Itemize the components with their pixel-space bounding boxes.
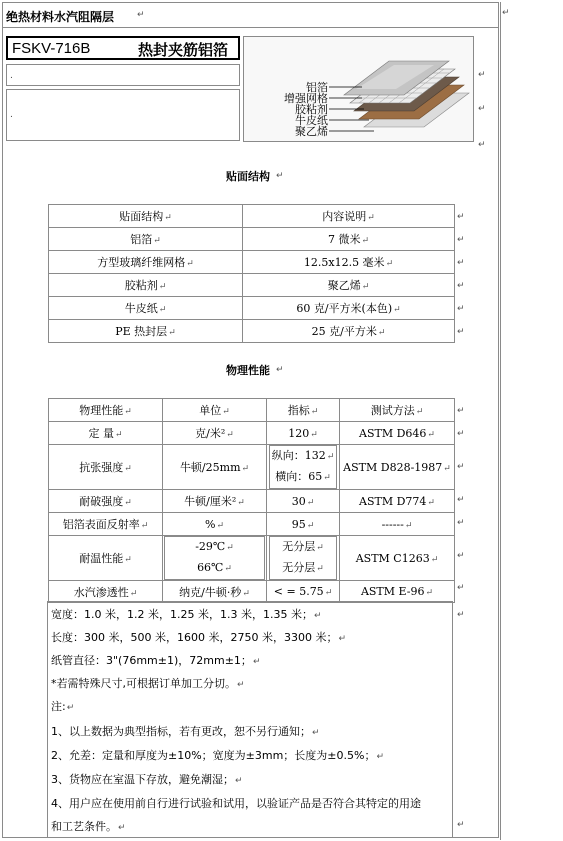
layer-label: 胶粘剂 — [295, 103, 328, 116]
table-cell: 牛顿/25mm↵ — [163, 445, 267, 490]
table-row — [49, 320, 455, 343]
note-line: 2、允差：定量和厚度为±10%；宽度为±3mm；长度为±0.5%；↵ — [51, 749, 385, 762]
note-line: 注:↵ — [51, 700, 75, 713]
header-cell: 内容说明↵ — [243, 205, 455, 228]
table-cell — [267, 536, 340, 581]
table-cell: 25 克/平方米↵ — [243, 320, 455, 343]
paragraph-mark-icon: ↵ — [457, 235, 465, 245]
header-cell: 贴面结构↵ — [49, 205, 243, 228]
section-title-physical: 物理性能 — [226, 364, 270, 377]
notes-box — [47, 601, 453, 838]
blank-cell — [6, 89, 240, 141]
paragraph-mark-icon: . — [10, 71, 13, 81]
layer-label: 增强网格 — [284, 92, 328, 105]
table-cell: 克/米²↵ — [163, 422, 267, 445]
note-line: 3、货物应在室温下存放，避免潮湿；↵ — [51, 773, 243, 786]
paragraph-mark-icon: ↵ — [478, 140, 486, 150]
paragraph-mark-icon: ↵ — [457, 327, 465, 337]
table-row — [49, 251, 455, 274]
table-cell: ASTM D828-1987↵ — [340, 445, 455, 490]
value-line: 66℃↵ — [197, 561, 232, 574]
table-cell: 95↵ — [267, 513, 340, 536]
product-header — [6, 36, 240, 60]
table-cell: 定 量↵ — [49, 422, 163, 445]
nested-value-box — [269, 445, 337, 489]
paragraph-mark-icon: ↵ — [457, 258, 465, 268]
table-row — [49, 536, 455, 581]
right-divider — [500, 2, 501, 840]
header-cell: 指标↵ — [267, 399, 340, 422]
table-cell: 60 克/平方米(本色)↵ — [243, 297, 455, 320]
table-row — [49, 422, 455, 445]
value-line: 无分层↵ — [282, 561, 324, 574]
layer-label: 牛皮纸 — [295, 114, 328, 127]
page-title: 绝热材料水汽阻隔层 — [6, 10, 115, 24]
table-header-row — [49, 205, 455, 228]
table-cell: 方型玻璃纤维网格↵ — [49, 251, 243, 274]
layer-diagram — [243, 36, 474, 142]
paragraph-mark-icon: ↵ — [457, 304, 465, 314]
blank-cell — [6, 64, 240, 86]
table-cell: ------↵ — [340, 513, 455, 536]
paragraph-mark-icon: ↵ — [478, 104, 486, 114]
header-cell: 物理性能↵ — [49, 399, 163, 422]
table-cell: ASTM C1263↵ — [340, 536, 455, 581]
structure-table — [48, 204, 455, 343]
product-code: FSKV-716B — [12, 40, 91, 57]
paragraph-mark-icon: ↵ — [276, 365, 284, 375]
paragraph-mark-icon: ↵ — [457, 610, 465, 620]
section-title-structure: 贴面结构 — [226, 170, 270, 183]
note-line: *若需特殊尺寸,可根据订单加工分切。↵ — [51, 677, 245, 690]
paragraph-mark-icon: ↵ — [457, 462, 465, 472]
title-bar — [2, 2, 499, 28]
value-line: 横向：65↵ — [275, 470, 331, 483]
paragraph-mark-icon: ↵ — [457, 406, 465, 416]
table-cell: PE 热封层↵ — [49, 320, 243, 343]
table-row — [49, 581, 455, 603]
table-cell: 7 微米↵ — [243, 228, 455, 251]
header-cell: 单位↵ — [163, 399, 267, 422]
table-cell: ASTM E-96↵ — [340, 581, 455, 603]
table-row — [49, 274, 455, 297]
table-cell: ASTM D646↵ — [340, 422, 455, 445]
note-line: 和工艺条件。↵ — [51, 820, 126, 833]
table-cell: 耐破强度↵ — [49, 490, 163, 513]
table-cell — [267, 445, 340, 490]
note-line: 纸管直径：3"(76mm±1)，72mm±1；↵ — [51, 654, 261, 667]
table-cell: ASTM D774↵ — [340, 490, 455, 513]
table-cell: 耐温性能↵ — [49, 536, 163, 581]
table-row — [49, 228, 455, 251]
paragraph-mark-icon: ↵ — [457, 281, 465, 291]
note-line: 宽度：1.0 米，1.2 米，1.25 米，1.3 米，1.35 米；↵ — [51, 608, 322, 621]
note-line: 长度：300 米，500 米，1600 米，2750 米，3300 米；↵ — [51, 631, 347, 644]
table-cell: 牛皮纸↵ — [49, 297, 243, 320]
table-row — [49, 490, 455, 513]
paragraph-mark-icon: ↵ — [276, 171, 284, 181]
nested-unit-box — [164, 536, 265, 580]
table-cell: 牛顿/厘米²↵ — [163, 490, 267, 513]
paragraph-mark-icon: ↵ — [457, 518, 465, 528]
paragraph-mark-icon: ↵ — [457, 429, 465, 439]
paragraph-mark-icon: ↵ — [457, 583, 465, 593]
table-cell: 铝箔表面反射率↵ — [49, 513, 163, 536]
table-cell: < = 5.75↵ — [267, 581, 340, 603]
note-line: 1、以上数据为典型指标，若有更改，恕不另行通知；↵ — [51, 725, 320, 738]
paragraph-mark-icon: ↵ — [457, 212, 465, 222]
paragraph-mark-icon: . — [10, 110, 13, 120]
layer-label: 铝箔 — [306, 81, 328, 94]
paragraph-mark-icon: ↵ — [457, 820, 465, 830]
product-name: 热封夹筋铝箔 — [138, 41, 229, 59]
table-row — [49, 297, 455, 320]
paragraph-mark-icon: ↵ — [478, 70, 486, 80]
paragraph-mark-icon: ↵ — [457, 495, 465, 505]
table-cell: 120↵ — [267, 422, 340, 445]
table-row — [49, 445, 455, 490]
paragraph-mark-icon: ↵ — [137, 10, 145, 20]
paragraph-mark-icon: ↵ — [502, 8, 510, 18]
value-line: -29℃↵ — [195, 540, 234, 553]
table-cell: 30↵ — [267, 490, 340, 513]
table-cell: 胶粘剂↵ — [49, 274, 243, 297]
table-row — [49, 513, 455, 536]
table-cell: 铝箔↵ — [49, 228, 243, 251]
layer-diagram-image — [244, 37, 473, 141]
paragraph-mark-icon: ↵ — [457, 551, 465, 561]
value-line: 纵向：132↵ — [271, 449, 335, 462]
value-line: 无分层↵ — [282, 540, 324, 553]
note-line: 4、用户应在使用前自行进行试验和试用，以验证产品是否符合其特定的用途 — [51, 797, 421, 810]
nested-value-box — [269, 536, 337, 580]
header-cell: 测试方法↵ — [340, 399, 455, 422]
table-cell — [163, 536, 267, 581]
table-cell: 纳克/牛顿·秒↵ — [163, 581, 267, 603]
physical-table — [48, 398, 455, 603]
table-cell: 聚乙烯↵ — [243, 274, 455, 297]
table-cell: %↵ — [163, 513, 267, 536]
table-header-row — [49, 399, 455, 422]
table-cell: 水汽渗透性↵ — [49, 581, 163, 603]
table-cell: 12.5x12.5 毫米↵ — [243, 251, 455, 274]
table-cell: 抗张强度↵ — [49, 445, 163, 490]
layer-label: 聚乙烯 — [295, 125, 328, 138]
